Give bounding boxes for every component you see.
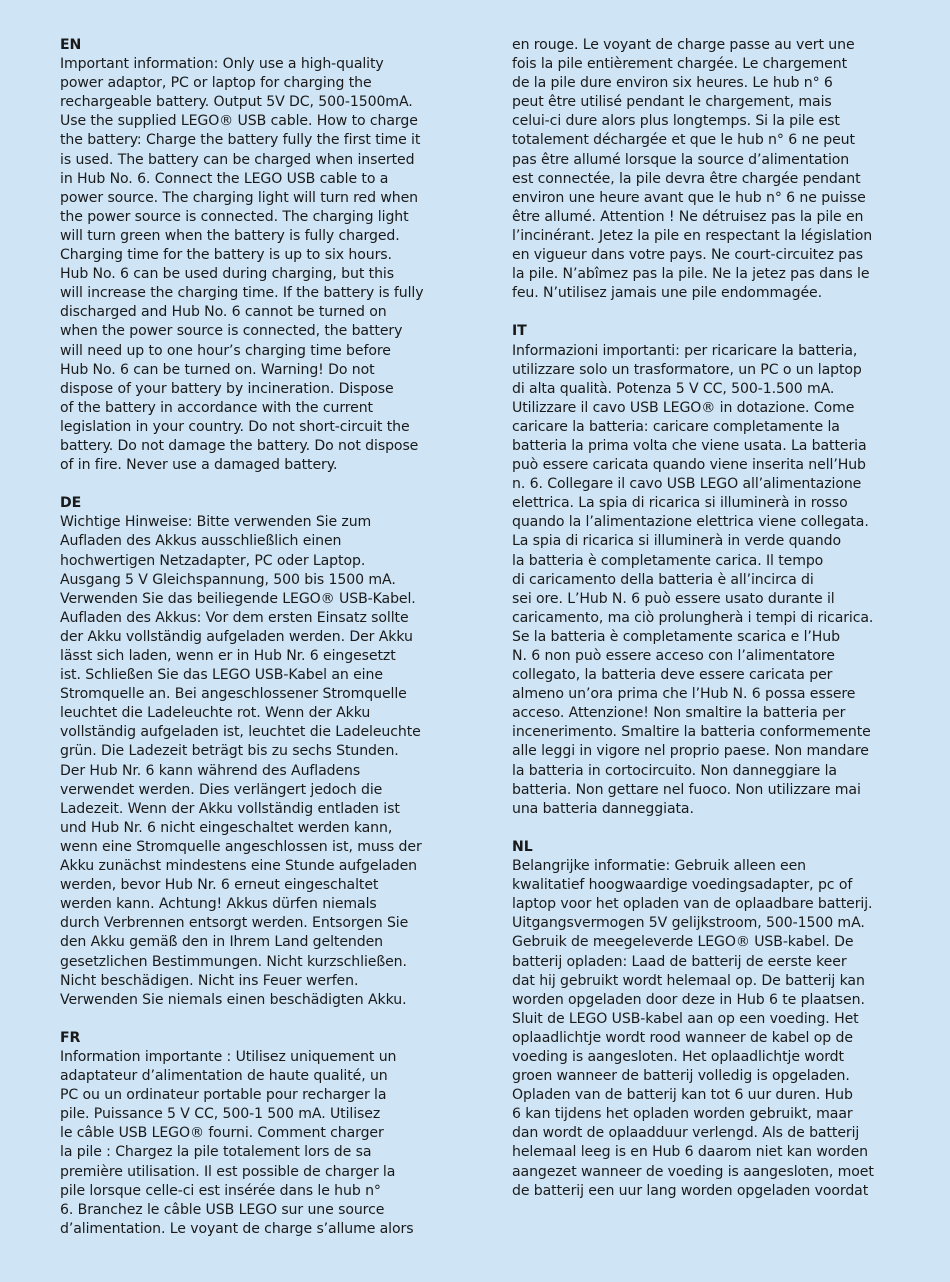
text-line: Se la batteria è completamente scarica e l’Hub	[512, 628, 840, 645]
text-line: Ausgang 5 V Gleichspannung, 500 bis 1500 mA.	[60, 571, 396, 588]
text-line: legislation in your country. Do not short-circuit the	[60, 418, 410, 435]
text-line: Verwenden Sie niemals einen beschädigten Akku.	[60, 991, 407, 1008]
text-line: N. 6 non può essere acceso con l’alimentatore	[512, 648, 835, 664]
text-line: Important information: Only use a high-quality	[60, 56, 384, 73]
text-line: Belangrijke informatie: Gebruik alleen een	[512, 858, 807, 875]
text-line: power adaptor, PC or laptop for charging the	[60, 75, 372, 92]
text-line: is used. The battery can be charged when inserted	[60, 151, 415, 168]
text-line: alle leggi in vigore nel proprio paese. Non mandare	[512, 743, 869, 760]
text-line: Information importante : Utilisez uniquement un	[60, 1048, 397, 1065]
text-line: dan wordt de oplaadduur verlengd. Als de batterij	[512, 1125, 860, 1142]
text-line: di alta qualità. Potenza 5 V CC, 500-1.500 mA.	[512, 380, 835, 397]
text-line: utilizzare solo un trasformatore, un PC o un laptop	[512, 361, 862, 378]
text-line: batteria la prima volta che viene usata. La batteria	[512, 437, 867, 454]
text-line: Informazioni importanti: per ricaricare la batteria,	[512, 342, 858, 359]
text-line: la pile. N’abîmez pas la pile. Ne la jetez pas dans le	[512, 266, 870, 283]
language-heading: DE	[60, 495, 82, 512]
text-line: caricamento, ma ciò prolungherà i tempi di ricarica.	[512, 609, 874, 626]
text-line: environ une heure avant que le hub n° 6 ne puisse	[512, 189, 866, 206]
text-line: batterij opladen: Laad de batterij de eerste keer	[512, 953, 847, 970]
text-line: laptop voor het opladen van de oplaadbare batterij.	[512, 896, 873, 913]
text-line: le câble USB LEGO® fourni. Comment charger	[60, 1125, 384, 1142]
text-line: verwendet werden. Dies verlängert jedoch die	[60, 781, 383, 798]
language-section-it	[512, 322, 894, 818]
text-line: Sluit de LEGO USB-kabel aan op een voeding. Het	[512, 1010, 859, 1027]
text-line: und Hub Nr. 6 nicht eingeschaltet werden kann,	[60, 819, 393, 836]
text-line: Aufladen des Akkus: Vor dem ersten Einsatz sollte	[60, 609, 409, 626]
text-line: leuchtet die Ladeleuchte rot. Wenn der Akku	[60, 705, 371, 722]
text-line: worden opgeladen door deze in Hub 6 te plaatsen.	[512, 991, 865, 1008]
text-line: when the power source is connected, the battery	[60, 323, 403, 340]
text-line: Charging time for the battery is up to six hours.	[60, 247, 392, 264]
text-line: adaptateur d’alimentation de haute qualité, un	[60, 1068, 388, 1085]
text-line: will increase the charging time. If the battery is fully	[60, 285, 424, 302]
text-line: Opladen van de batterij kan tot 6 uur duren. Hub	[512, 1087, 853, 1104]
text-line: will need up to one hour’s charging time before	[60, 342, 391, 359]
text-line: durch Verbrennen entsorgt werden. Entsorgen Sie	[60, 915, 409, 932]
text-line: peut être utilisé pendant le chargement, mais	[512, 94, 832, 111]
text-line: ist. Schließen Sie das LEGO USB-Kabel an eine	[60, 667, 383, 684]
text-line: collegato, la batteria deve essere caricata per	[512, 667, 833, 684]
text-line: power source. The charging light will turn red when	[60, 189, 419, 206]
text-line: will turn green when the battery is fully charged.	[60, 227, 400, 244]
text-line: una batteria danneggiata.	[512, 800, 694, 817]
text-line: PC ou un ordinateur portable pour recharger la	[60, 1087, 387, 1104]
text-line: Ladezeit. Wenn der Akku vollständig entladen ist	[60, 800, 400, 817]
text-line: wenn eine Stromquelle angeschlossen ist, muss der	[60, 838, 422, 855]
language-heading: FR	[60, 1029, 81, 1046]
text-line: of in fire. Never use a damaged battery.	[60, 457, 338, 474]
text-line: in Hub No. 6. Connect the LEGO USB cable to a	[60, 170, 389, 187]
text-line: acceso. Attenzione! Non smaltire la batteria per	[512, 705, 846, 722]
text-line: fois la pile entièrement chargée. Le chargement	[512, 56, 848, 73]
text-line: Hub No. 6 can be used during charging, but this	[60, 266, 394, 283]
language-heading: EN	[60, 37, 82, 53]
text-line: almeno un’ora prima che l’Hub N. 6 possa essere	[512, 686, 856, 703]
text-line: la pile : Chargez la pile totalement lors de sa	[60, 1144, 372, 1161]
text-line: discharged and Hub No. 6 cannot be turned on	[60, 304, 387, 321]
text-line: dispose of your battery by incineration. Dispose	[60, 380, 394, 397]
text-line: of the battery in accordance with the current	[60, 399, 373, 416]
text-line: Uitgangsvermogen 5V gelijkstroom, 500-1500 mA.	[512, 915, 865, 932]
text-line: la batteria in cortocircuito. Non danneggiare la	[512, 762, 837, 779]
text-line: Use the supplied LEGO® USB cable. How to charge	[60, 113, 418, 130]
text-line: hochwertigen Netzadapter, PC oder Laptop.	[60, 552, 366, 569]
text-line: werden, bevor Hub Nr. 6 erneut eingeschaltet	[60, 877, 379, 894]
text-line: 6. Branchez le câble USB LEGO sur une source	[60, 1201, 385, 1218]
language-section-fr	[60, 1029, 442, 1239]
text-line: sei ore. L’Hub N. 6 può essere usato durante il	[512, 590, 835, 607]
language-heading: NL	[512, 838, 533, 855]
text-line: der Akku vollständig aufgeladen werden. Der Akku	[60, 628, 413, 645]
text-line: werden kann. Achtung! Akkus dürfen niemals	[60, 896, 377, 913]
text-line: può essere caricata quando viene inserita nell’Hub	[512, 457, 866, 474]
text-line: de batterij een uur lang worden opgeladen voordat	[512, 1182, 869, 1199]
text-line: Utilizzare il cavo USB LEGO® in dotazione. Come	[512, 399, 855, 416]
text-line: di caricamento della batteria è all’incirca di	[512, 571, 814, 588]
text-line: Aufladen des Akkus ausschließlich einen	[60, 533, 342, 550]
language-section-nl	[512, 838, 894, 1201]
text-line: grün. Die Ladezeit beträgt bis zu sechs Stunden.	[60, 743, 399, 760]
text-line: groen wanneer de batterij volledig is opgeladen.	[512, 1068, 850, 1085]
text-line: n. 6. Collegare il cavo USB LEGO all’alimentazione	[512, 476, 862, 493]
left-column	[60, 36, 442, 1258]
text-line: Wichtige Hinweise: Bitte verwenden Sie zum	[60, 514, 372, 531]
text-line: l’incinérant. Jetez la pile en respectant la législation	[512, 227, 873, 244]
text-line: pas être allumé lorsque la source d’alimentation	[512, 151, 850, 168]
text-line: gesetzlichen Bestimmungen. Nicht kurzschließen.	[60, 953, 407, 970]
text-line: Gebruik de meegeleverde LEGO® USB-kabel. De	[512, 934, 854, 951]
text-line: la batteria è completamente carica. Il tempo	[512, 552, 824, 569]
language-heading: IT	[512, 323, 527, 340]
text-line: den Akku gemäß den in Ihrem Land geltenden	[60, 934, 383, 951]
text-line: caricare la batteria: caricare completamente la	[512, 418, 840, 435]
text-line: La spia di ricarica si illuminerà in verde quando	[512, 533, 841, 550]
text-line: incenerimento. Smaltire la batteria conformemente	[512, 724, 871, 741]
text-line: helemaal leeg is en Hub 6 daarom niet kan worden	[512, 1144, 868, 1161]
text-line: Stromquelle an. Bei angeschlossener Stromquelle	[60, 686, 407, 703]
text-line: rechargeable battery. Output 5V DC, 500-1500mA.	[60, 94, 413, 111]
text-line: Akku zunächst mindestens eine Stunde aufgeladen	[60, 858, 418, 875]
text-line: en rouge. Le voyant de charge passe au vert une	[512, 37, 855, 53]
text-line: vollständig aufgeladen ist, leuchtet die Ladeleuchte	[60, 724, 421, 741]
text-line: the power source is connected. The charging light	[60, 208, 409, 225]
text-line: quando la l’alimentazione elettrica viene collegata.	[512, 514, 869, 531]
text-line: batteria. Non gettare nel fuoco. Non utilizzare mai	[512, 781, 861, 798]
text-line: celui-ci dure alors plus longtemps. Si la pile est	[512, 113, 840, 130]
text-line: être allumé. Attention ! Ne détruisez pas la pile en	[512, 208, 864, 225]
text-line: battery. Do not damage the battery. Do not dispose	[60, 437, 419, 454]
text-line: première utilisation. Il est possible de charger la	[60, 1163, 396, 1180]
text-line: kwalitatief hoogwaardige voedingsadapter, pc of	[512, 877, 853, 894]
text-line: de la pile dure environ six heures. Le hub n° 6	[512, 75, 833, 92]
text-line: Nicht beschädigen. Nicht ins Feuer werfen.	[60, 972, 359, 989]
text-line: pile lorsque celle-ci est insérée dans le hub n°	[60, 1182, 381, 1199]
text-line: oplaadlichtje wordt rood wanneer de kabel op de	[512, 1029, 853, 1046]
language-section-en	[60, 36, 442, 475]
language-section-de	[60, 494, 442, 1010]
text-line: the battery: Charge the battery fully the first time it	[60, 132, 421, 149]
language-section-continued	[512, 36, 894, 303]
text-line: pile. Puissance 5 V CC, 500-1 500 mA. Utilisez	[60, 1106, 381, 1123]
text-line: feu. N’utilisez jamais une pile endommagée.	[512, 285, 822, 302]
text-line: 6 kan tijdens het opladen worden gebruikt, maar	[512, 1106, 853, 1123]
text-line: Hub No. 6 can be turned on. Warning! Do not	[60, 361, 375, 378]
text-line: voeding is aangesloten. Het oplaadlichtje wordt	[512, 1048, 844, 1065]
text-line: d’alimentation. Le voyant de charge s’allume alors	[60, 1220, 414, 1237]
text-line: Verwenden Sie das beiliegende LEGO® USB-Kabel.	[60, 590, 416, 607]
text-line: en vigueur dans votre pays. Ne court-circuitez pas	[512, 247, 863, 264]
text-line: est connectée, la pile devra être chargée pendant	[512, 170, 861, 187]
text-line: totalement déchargée et que le hub n° 6 ne peut	[512, 132, 855, 149]
text-line: dat hij gebruikt wordt helemaal op. De batterij kan	[512, 972, 865, 989]
text-line: elettrica. La spia di ricarica si illuminerà in rosso	[512, 495, 848, 512]
text-line: lässt sich laden, wenn er in Hub Nr. 6 eingesetzt	[60, 648, 396, 664]
text-line: Der Hub Nr. 6 kann während des Aufladens	[60, 762, 361, 779]
text-line: aangezet wanneer de voeding is aangesloten, moet	[512, 1163, 874, 1180]
right-column	[512, 36, 894, 1220]
